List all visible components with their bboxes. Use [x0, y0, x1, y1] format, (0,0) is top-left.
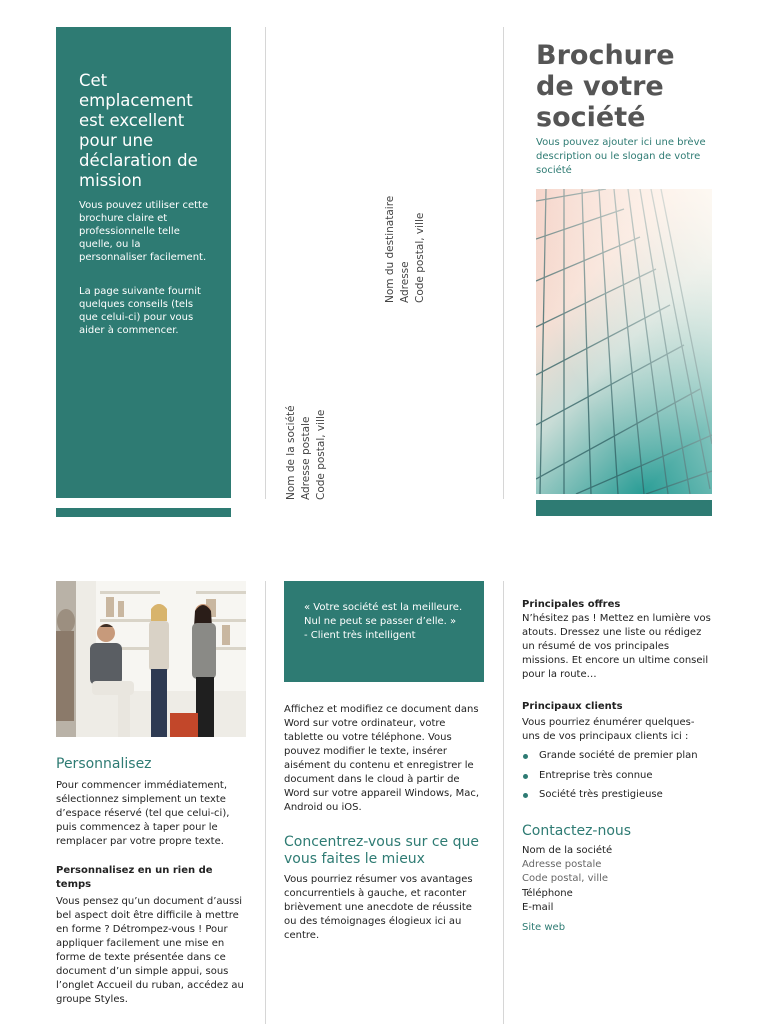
- focus-body[interactable]: Vous pourriez résumer vos avantages concurrentiels à gauche, et raconter brièvement une anecdote de réussite ou des témoignages élogieux ici au centre.: [284, 874, 473, 941]
- mission-paragraph[interactable]: La page suivante fournit quelques conseils (tels que celui-ci) pour vous aider à commencer.: [79, 286, 201, 336]
- title-line: Brochure: [536, 40, 675, 71]
- recipient-city: Code postal, ville: [414, 212, 426, 303]
- bullet-icon: [523, 754, 528, 759]
- mission-panel-bar: [56, 508, 231, 517]
- contact-phone[interactable]: Téléphone: [522, 888, 573, 899]
- client-name: Entreprise très connue: [539, 769, 653, 781]
- mission-paragraph[interactable]: Vous pouvez utiliser cette brochure claire et professionnelle telle quelle, ou la personnaliser facilement.: [79, 200, 209, 263]
- contact-address[interactable]: Adresse postale: [522, 859, 602, 870]
- column-divider: [503, 581, 504, 1024]
- sender-street: Adresse postale: [300, 416, 312, 500]
- quote-text: « Votre société est la meilleure. Nul ne peut se passer d’elle. »: [304, 602, 463, 627]
- personalize-body[interactable]: Vous pensez qu’un document d’aussi bel aspect doit être difficile à mettre en forme ? Détrompez-vous ! Pour appliquer facilement une mise en forme de texte présentée dans ce document d’un simple appui, sous l’onglet Accueil du ruban, accédez au groupe Styles.: [56, 896, 244, 1005]
- column-divider: [265, 581, 266, 1024]
- bullet-icon: [523, 774, 528, 779]
- column-divider: [503, 27, 504, 499]
- title-line: de votre: [536, 71, 664, 102]
- contact-company[interactable]: Nom de la société: [522, 845, 613, 856]
- clients-heading[interactable]: Principaux clients: [522, 701, 623, 712]
- building-photo[interactable]: [536, 189, 712, 494]
- brochure-description[interactable]: Vous pouvez ajouter ici une brève description ou le slogan de votre société: [536, 137, 706, 176]
- brochure-title[interactable]: [536, 40, 726, 133]
- clients-list: [522, 749, 722, 808]
- list-item[interactable]: [522, 769, 722, 783]
- cover-bar: [536, 500, 712, 516]
- focus-heading[interactable]: Concentrez-vous sur ce que vous faites le mieux: [284, 834, 479, 867]
- personalize-heading[interactable]: Personnalisez: [56, 756, 152, 772]
- recipient-address[interactable]: [383, 196, 428, 303]
- quote-author: - Client très intelligent: [304, 630, 416, 641]
- title-line: société: [536, 102, 646, 133]
- client-name: Société très prestigieuse: [539, 789, 663, 800]
- contact-email[interactable]: E-mail: [522, 902, 554, 913]
- column-divider: [265, 27, 266, 499]
- sender-city: Code postal, ville: [315, 409, 327, 500]
- word-info-paragraph[interactable]: Affichez et modifiez ce document dans Word sur votre ordinateur, votre tablette ou votre téléphone. Vous pouvez modifier le texte, insérer aisément du contenu et enregistrer le document dans le cloud à partir de Word sur votre appareil Windows, Mac, Android ou iOS.: [284, 704, 480, 813]
- client-name: Grande société de premier plan: [539, 750, 698, 761]
- mission-title[interactable]: Cet emplacement est excellent pour une déclaration de mission: [79, 71, 198, 190]
- team-image: [56, 581, 246, 737]
- offers-body[interactable]: N’hésitez pas ! Mettez en lumière vos atouts. Dressez une liste ou rédigez un résumé de vos principales missions. Et encore un ultime conseil pour la route…: [522, 613, 711, 680]
- bullet-icon: [523, 793, 528, 798]
- personalize-intro[interactable]: Pour commencer immédiatement, sélectionnez simplement un texte d’espace réservé (tel que celui-ci), puis commencez à taper pour le remplacer par votre propre texte.: [56, 780, 230, 847]
- list-item[interactable]: [522, 749, 722, 763]
- offers-heading[interactable]: Principales offres: [522, 599, 621, 610]
- sender-address[interactable]: [284, 405, 329, 500]
- recipient-street: Adresse: [399, 261, 411, 303]
- list-item[interactable]: [522, 788, 722, 802]
- contact-website-link[interactable]: Site web: [522, 922, 566, 933]
- team-photo[interactable]: [56, 581, 246, 737]
- contact-city[interactable]: Code postal, ville: [522, 873, 609, 884]
- testimonial-quote[interactable]: [304, 601, 469, 643]
- contact-heading[interactable]: Contactez-nous: [522, 823, 632, 839]
- clients-intro[interactable]: Vous pourriez énumérer quelques-uns de vos principaux clients ici :: [522, 717, 695, 742]
- recipient-name: Nom du destinataire: [384, 195, 396, 303]
- sender-name: Nom de la société: [285, 405, 297, 500]
- building-image: [536, 189, 712, 494]
- personalize-subheading[interactable]: Personnalisez en un rien de temps: [56, 865, 213, 890]
